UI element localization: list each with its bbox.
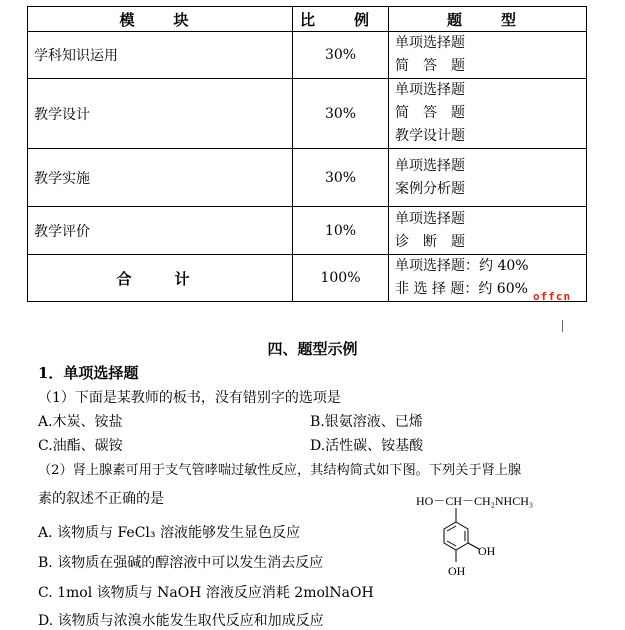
row-module: 教学评价: [28, 207, 293, 255]
type-item: 单项选择题: [395, 210, 465, 227]
q1-option-a: A.木炭、铵盐: [38, 414, 123, 430]
header-module: 模 块: [28, 7, 293, 32]
row-module: 教学设计: [28, 79, 293, 149]
structure-top-label: HO－CH－CH₂NHCH₃: [416, 494, 534, 508]
section-title: 四、题型示例: [267, 340, 358, 358]
row-ratio: 30%: [293, 149, 389, 207]
type-item: 简 答 题: [395, 105, 465, 121]
header-ratio: 比 例: [293, 7, 389, 32]
total-ratio: 100%: [293, 255, 389, 302]
row-ratio: 30%: [293, 32, 389, 79]
type-item: 简 答 题: [395, 58, 465, 74]
table-row: [28, 32, 587, 79]
row-ratio: 10%: [293, 207, 389, 255]
header-type: 题 型: [389, 7, 587, 32]
q2-stem-line1: （2）肾上腺素可用于支气管哮喘过敏性反应，其结构简式如下图。下列关于肾上腺: [38, 463, 522, 478]
type-item: 单项选择题: [395, 35, 465, 51]
q1-option-c: C.油酯、碳铵: [38, 438, 123, 454]
row-types: [389, 79, 587, 149]
q2-option-d: D. 该物质与浓溴水能发生取代反应和加成反应: [38, 613, 324, 629]
row-types: [389, 32, 587, 79]
benzene-ring: [444, 508, 479, 562]
type-item: 单项选择题: [395, 157, 465, 174]
text-cursor: [562, 320, 563, 332]
table-total-row: [28, 255, 587, 302]
offcn-watermark: offcn: [533, 290, 572, 303]
table-row: [28, 149, 587, 207]
structure-oh-right: OH: [478, 544, 496, 558]
total-label: 合 计: [28, 255, 293, 302]
adrenaline-structure-diagram: [412, 492, 542, 584]
type-item: 案例分析题: [395, 180, 465, 197]
q1-option-b: B.银氨溶液、已烯: [310, 414, 423, 430]
type-item: 单项选择题：约 40%: [395, 258, 529, 274]
table-row: [28, 79, 587, 149]
subsection-title: 1．单项选择题: [38, 364, 139, 382]
q1-option-d: D.活性碳、铵基酸: [310, 438, 424, 454]
row-types: [389, 207, 587, 255]
type-item: 非 选 择 题：约 60%: [395, 281, 528, 297]
exam-structure-table: [27, 6, 587, 302]
q2-option-b: B. 该物质在强碱的醇溶液中可以发生消去反应: [38, 555, 324, 571]
row-types: [389, 149, 587, 207]
q2-option-c: C. 1mol 该物质与 NaOH 溶液反应消耗 2molNaOH: [38, 585, 374, 601]
q2-stem-line2: 素的叙述不正确的是: [38, 491, 164, 507]
row-module: 教学实施: [28, 149, 293, 207]
row-module: 学科知识运用: [28, 32, 293, 79]
q2-option-a: A. 该物质与 FeCl₃ 溶液能够发生显色反应: [38, 525, 300, 541]
row-ratio: 30%: [293, 79, 389, 149]
type-item: 诊 断 题: [395, 233, 465, 250]
q1-stem: （1）下面是某教师的板书，没有错别字的选项是: [38, 390, 341, 406]
table-header-row: [28, 7, 587, 32]
structure-oh-bottom: OH: [448, 564, 466, 578]
type-item: 单项选择题: [395, 82, 465, 98]
table-row: [28, 207, 587, 255]
type-item: 教学设计题: [395, 128, 465, 144]
